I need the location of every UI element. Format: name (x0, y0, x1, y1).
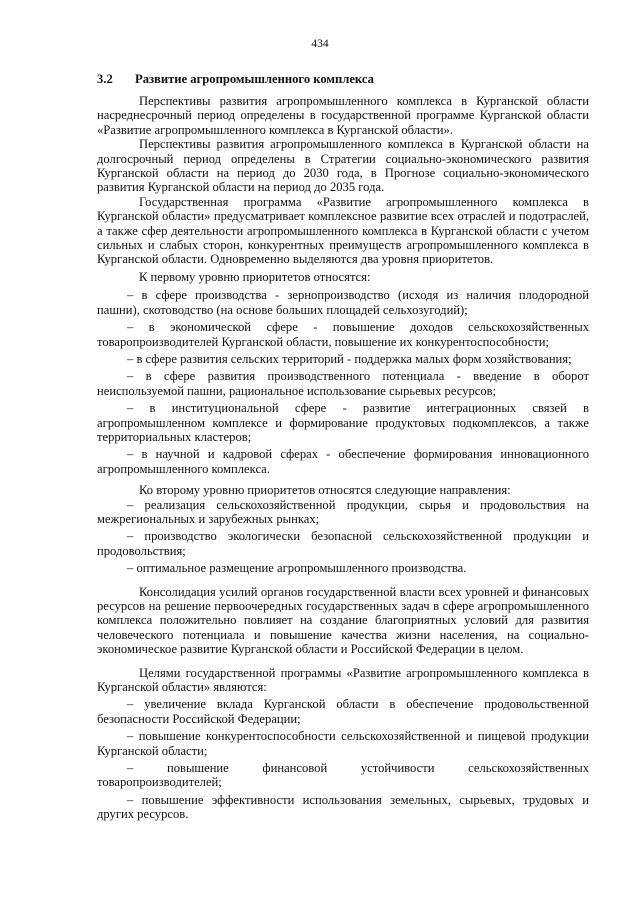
list-item: – в сфере развития сельских территорий - поддержка малых форм хозяйствования; (127, 351, 572, 366)
section-heading (97, 72, 374, 86)
page-number: 434 (311, 38, 329, 50)
section-number: 3.2 (97, 72, 113, 86)
list-item: – производство экологически безопасной сельскохозяйственной продукции и продовольствия; (97, 529, 589, 558)
list-item: – увеличение вклада Курганской области в обеспечение продовольственной безопасности Российской Федерации; (97, 697, 589, 726)
list-item: – повышение финансовой устойчивости сельскохозяйственных товаропроизводителей; (97, 761, 589, 790)
paragraph: Консолидация усилий органов государственной власти всех уровней и финансовых ресурсов на решение первоочередных государственных задач в сфере агропромышленного комплекса положительно повлияет на создание благоприятных условий для развития человеческого потенциала и повышение качества жизни населения, на социально-экономическое развитие Курганской области и Российской Федерации в целом. (97, 584, 589, 657)
list-item: – в сфере развития производственного потенциала - введение в оборот неиспользуемой пашни, рациональное использование сырьевых ресурсов; (97, 369, 589, 398)
list-item: – в институциональной сфере - развитие интеграционных связей в агропромышленном комплексе и формирование продуктовых подкомплексов, а также территориальных кластеров; (97, 401, 589, 444)
list-item: – в сфере производства - зернопроизводство (исходя из наличия плодородной пашни), скотоводство (на основе больших площадей сельхозугодий); (97, 288, 589, 317)
list-item: – повышение конкурентоспособности сельскохозяйственной и пищевой продукции Курганской области; (97, 729, 589, 758)
list-item: – оптимальное размещение агропромышленного производства. (127, 561, 467, 576)
paragraph: Ко второму уровню приоритетов относятся следующие направления: (139, 483, 511, 498)
list-item: – в научной и кадровой сферах - обеспечение формирования инновационного агропромышленного комплекса. (97, 447, 589, 476)
paragraph: Перспективы развития агропромышленного комплекса в Курганской области насреднесрочный период определены в государственной программе Курганской области «Развитие агропромышленного комплекса в Курганской области». (97, 94, 589, 137)
section-title: Развитие агропромышленного комплекса (135, 72, 374, 86)
body-text (97, 94, 589, 822)
list-item: – повышение эффективности использования земельных, сырьевых, трудовых и других ресурсов. (97, 792, 589, 822)
paragraph: Государственная программа «Развитие агропромышленного комплекса в Курганской области» предусматривает комплексное развитие всех отраслей и подотраслей, а также сфер деятельности агропромышленного комплекса в Курганской области с учетом сильных и слабых сторон, конкурентных преимуществ агропромышленного комплекса в Курганской области. Одновременно выделяются два уровня приоритетов. (97, 194, 589, 267)
paragraph: Целями государственной программы «Развитие агропромышленного комплекса в Курганской области» являются: (97, 665, 589, 695)
list-item: – в экономической сфере - повышение доходов сельскохозяйственных товаропроизводителей Курганской области, повышение их конкурентоспособности; (97, 320, 589, 349)
list-item: – реализация сельскохозяйственной продукции, сырья и продовольствия на межрегиональных и зарубежных рынках; (97, 497, 589, 526)
paragraph: К первому уровню приоритетов относятся: (139, 269, 371, 284)
paragraph: Перспективы развития агропромышленного комплекса в Курганской области на долгосрочный период определены в Стратегии социально-экономического развития Курганской области на период до 2030 года, в Прогнозе социально-экономического развития Курганской области на период до 2035 года. (97, 137, 589, 195)
